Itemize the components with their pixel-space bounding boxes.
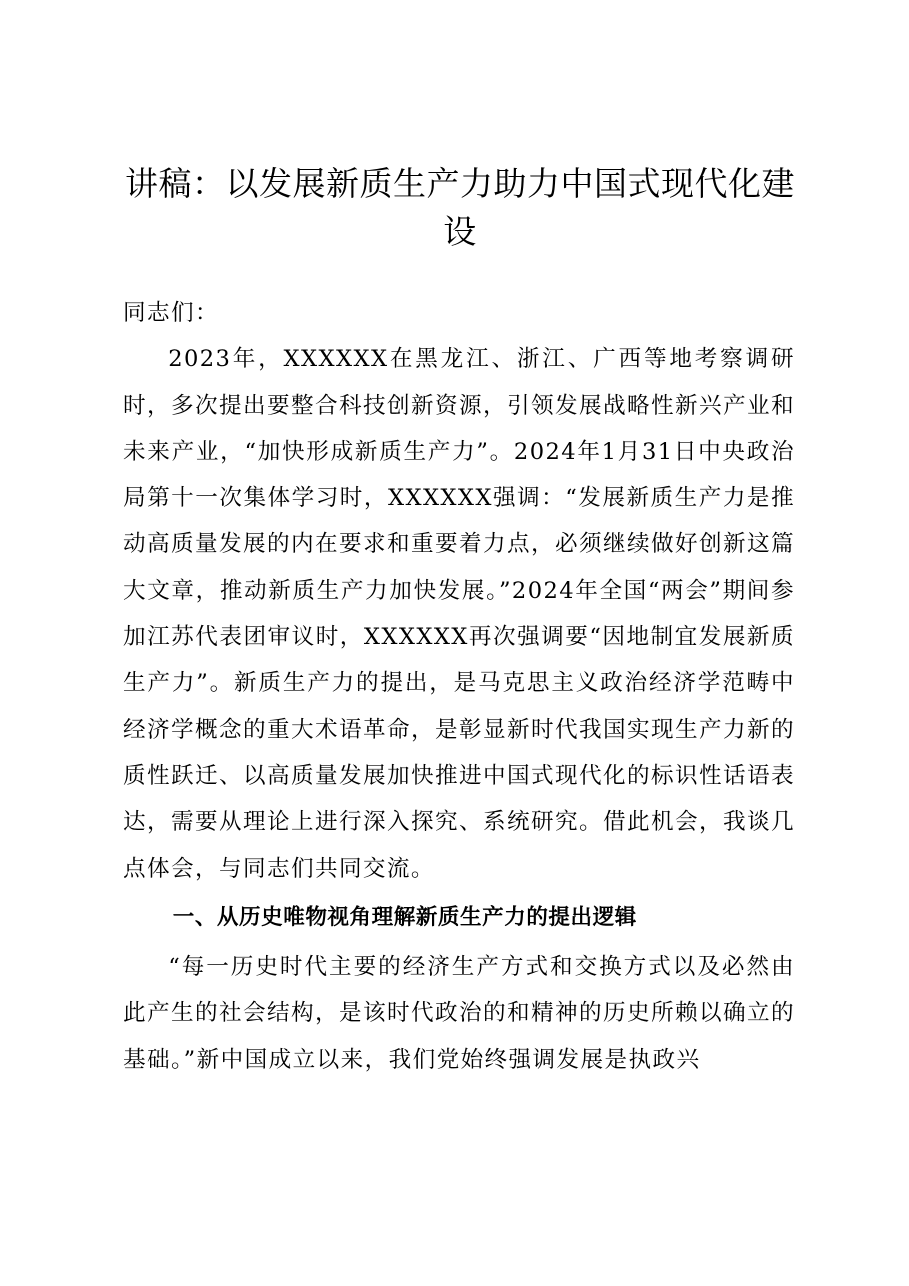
body-paragraph-2: “每一历史时代主要的经济生产方式和交换方式以及必然由此产生的社会结构，是该时代政治的和精神的历史所赖以确立的基础。”新中国成立以来，我们党始终强调发展是执政兴: [123, 954, 795, 1073]
salutation: 同志们：: [123, 300, 219, 326]
body-paragraph-1: 2023年，XXXXXX在黑龙江、浙江、广西等地考察调研时，多次提出要整合科技创新资源，引领发展战略性新兴产业和未来产业，“加快形成新质生产力”。2024年1月31日中央政治局第十一次集体学习时，XXXXXX强调：“发展新质生产力是推动高质量发展的内在要求和重要着力点，必须继续做好创新这篇大文章，推动新质生产力加快发展。”2024年全国“两会”期间参加江苏代表团审议时，XXXXXX再次强调要“因地制宜发展新质生产力”。新质生产力的提出，是马克思主义政治经济学范畴中经济学概念的重大术语革命，是彰显新时代我国实现生产力新的质性跃迁、以高质量发展加快推进中国式现代化的标识性话语表达，需要从理论上进行深入探究、系统研究。借此机会，我谈几点体会，与同志们共同交流。: [123, 346, 796, 882]
section-heading-wrap: [123, 892, 795, 944]
section-heading: 一、从历史唯物视角理解新质生产力的提出逻辑: [172, 904, 637, 930]
document-title: 讲稿：以发展新质生产力助力中国式现代化建设: [125, 164, 795, 251]
document-body: [123, 290, 795, 1083]
